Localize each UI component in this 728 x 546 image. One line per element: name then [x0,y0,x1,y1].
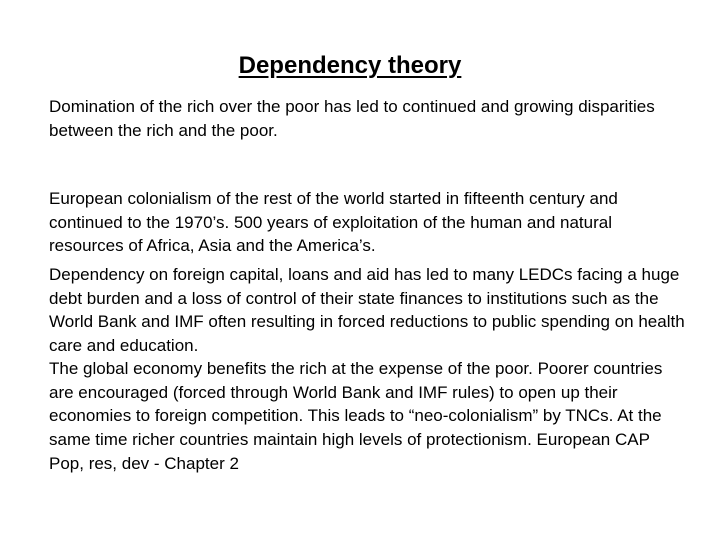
paragraph-global-economy: The global economy benefits the rich at the expense of the poor. Poorer countries are encouraged (forced through World Bank and IMF rules) to open up their economies to foreign competition. This leads to “neo-colonialism” by TNCs. At the same time richer countries maintain high levels of protectionism. European CAP [49,359,663,449]
paragraph-domination: Domination of the rich over the poor has led to continued and growing disparities between the rich and the poor. [49,97,655,140]
slide-title: Dependency theory [238,52,462,79]
paragraph-colonialism: European colonialism of the rest of the world started in fifteenth century and continued to the 1970’s. 500 years of exploitation of the human and natural resources of Africa, Asia and the America’s. [49,189,618,255]
paragraph-foreign-capital: Dependency on foreign capital, loans and aid has led to many LEDCs facing a huge debt burden and a loss of control of their state finances to institutions such as the World Bank and IMF often resulting in forced reductions to public spending on health care and education. [49,265,685,355]
paragraph-chapter-reference: Pop, res, dev - Chapter 2 [49,454,239,473]
